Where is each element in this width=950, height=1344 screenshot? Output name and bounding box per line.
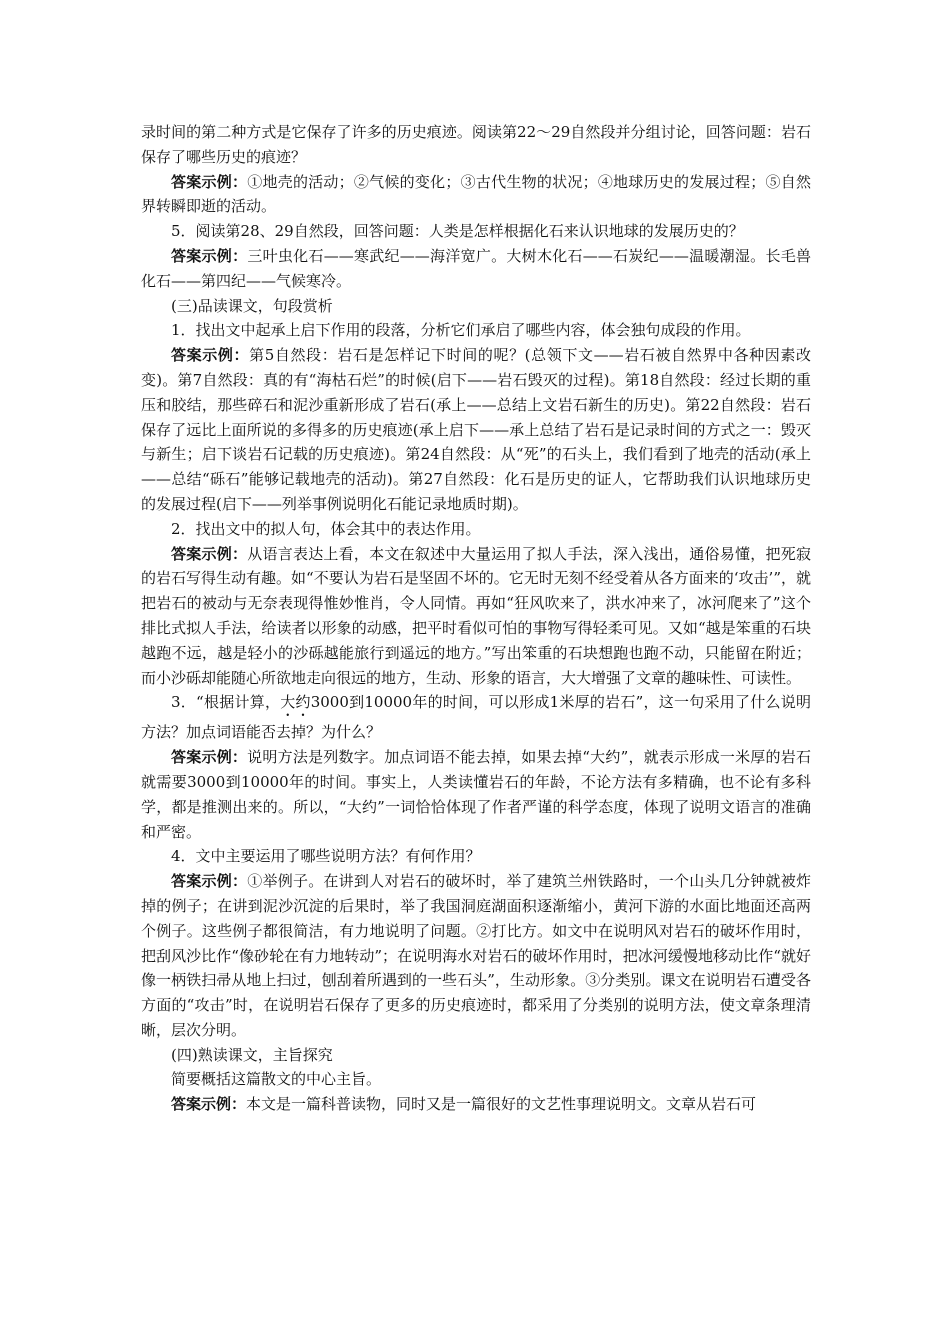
answer-paragraph-4 [141, 1092, 811, 1117]
answer-label: 答案示例： [171, 346, 250, 365]
answer-paragraph-3-1 [141, 343, 811, 517]
question-text-before: 3．“根据计算， [171, 693, 281, 712]
section-heading-4: (四)熟读课文，主旨探究 [171, 1045, 333, 1064]
answer-label: 答案示例： [171, 872, 248, 891]
answer-paragraph-3-2 [141, 542, 811, 691]
question-3-1: 1．找出文中起承上启下作用的段落，分析它们承启了哪些内容，体会独句成段的作用。 [171, 321, 751, 340]
question-4: 简要概括这篇散文的中心主旨。 [171, 1070, 382, 1089]
answer-text: 说明方法是列数字。加点词语不能去掉，如果去掉“大约”，就表示形成一米厚的岩石就需要3000到10000年的时间。事实上，人类读懂岩石的年龄，不论方法有多精确，也不论有多科学，都是推测出来的。所以，“大约”一词恰恰体现了作者严谨的科学态度，体现了说明文语言的准确和严密。 [141, 748, 811, 841]
dotted-word: 大约 [280, 693, 311, 712]
question-5: 5．阅读第28、29自然段，回答问题：人类是怎样根据化石来认识地球的发展历史的？ [171, 222, 744, 241]
question-3-3 [141, 690, 811, 745]
question-3-2: 2．找出文中的拟人句，体会其中的表达作用。 [171, 519, 481, 538]
answer-text: 从语言表达上看，本文在叙述中大量运用了拟人手法，深入浅出，通俗易懂，把死寂的岩石写得生动有趣。如“不要认为岩石是坚固不坏的。它无时无刻不经受着从各方面来的‘攻击’”，就把岩石的被动与无奈表现得惟妙惟肖，令人同情。再如“狂风吹来了，洪水冲来了，冰河爬来了”这个排比式拟人手法，给读者以形象的动感，把平时看似可怕的事物写得轻柔可见。又如“越是笨重的石块越跑不远，越是轻小的沙砾越能旅行到遥远的地方。”写出笨重的石块想跑也跑不动，只能留在附近；而小沙砾却能随心所欲地走向很远的地方，生动、形象的语言，大大增强了文章的趣味性、可读性。 [141, 544, 811, 687]
answer-text: ①举例子。在讲到人对岩石的破坏时，举了建筑兰州铁路时，一个山头几分钟就被炸掉的例子；在讲到泥沙沉淀的后果时，举了我国洞庭湖面积逐渐缩小，黄河下游的水面比地面还高两个例子。这些例子都很简洁，有力地说明了问题。②打比方。如文中在说明风对岩石的破坏作用时，把刮风沙比作“像砂轮在有力地转动”；在说明海水对岩石的破坏作用时，把冰河缓慢地移动比作“就好像一柄铁扫帚从地上扫过，刨刮着所遇到的一些石头”，生动形象。③分类别。课文在说明岩石遭受各方面的“攻击”时，在说明岩石保存了更多的历史痕迹时，都采用了分类别的说明方法，使文章条理清晰，层次分明。 [141, 872, 811, 1039]
answer-paragraph-5 [141, 244, 811, 294]
answer-paragraph-3-3 [141, 745, 811, 844]
answer-label: 答案示例： [171, 246, 248, 265]
document-page [141, 120, 811, 1117]
section-heading-3: (三)品读课文，句段赏析 [171, 296, 333, 315]
answer-text: 第5自然段：岩石是怎样记下时间的呢？(总领下文——岩石被自然界中各种因素改变)。第7自然段：真的有“海枯石烂”的时候(启下——岩石毁灭的过程)。第18自然段：经过长期的重压和胶结，那些碎石和泥沙重新形成了岩石(承上——总结上文岩石新生的历史)。第22自然段：岩石保存了远比上面所说的多得多的历史痕迹(承上启下——承上总结了岩石是记录时间的方式之一：毁灭与新生；启下谈岩石记载的历史痕迹)。第24自然段：从“死”的石头上，我们看到了地壳的活动(承上——总结“砾石”能够记载地壳的活动)。第27自然段：化石是历史的证人，它帮助我们认识地球历史的发展过程(启下——列举事例说明化石能记录地质时期)。 [141, 346, 811, 513]
answer-paragraph-traces [141, 170, 811, 220]
question-text-after: 3000到10000年的时间，可以形成1米厚的岩石”，这一句采用了什么说明方法？加点词语能否去掉？为什么？ [141, 693, 811, 742]
answer-text: 本文是一篇科普读物，同时又是一篇很好的文艺性事理说明文。文章从岩石可 [246, 1095, 757, 1114]
answer-label: 答案示例： [171, 544, 248, 563]
intro-paragraph: 录时间的第二种方式是它保存了许多的历史痕迹。阅读第22～29自然段并分组讨论，回答问题：岩石保存了哪些历史的痕迹？ [141, 123, 811, 166]
answer-paragraph-3-4 [141, 869, 811, 1043]
answer-text: 三叶虫化石——寒武纪——海洋宽广。大树木化石——石炭纪——温暖潮湿。长毛兽化石——第四纪——气候寒冷。 [141, 246, 811, 290]
answer-label: 答案示例： [171, 172, 248, 191]
answer-label: 答案示例： [171, 748, 248, 767]
answer-label: 答案示例： [171, 1095, 247, 1114]
answer-text: ①地壳的活动；②气候的变化；③古代生物的状况；④地球历史的发展过程；⑤自然界转瞬即逝的活动。 [141, 172, 811, 216]
question-3-4: 4．文中主要运用了哪些说明方法？有何作用？ [171, 847, 481, 866]
